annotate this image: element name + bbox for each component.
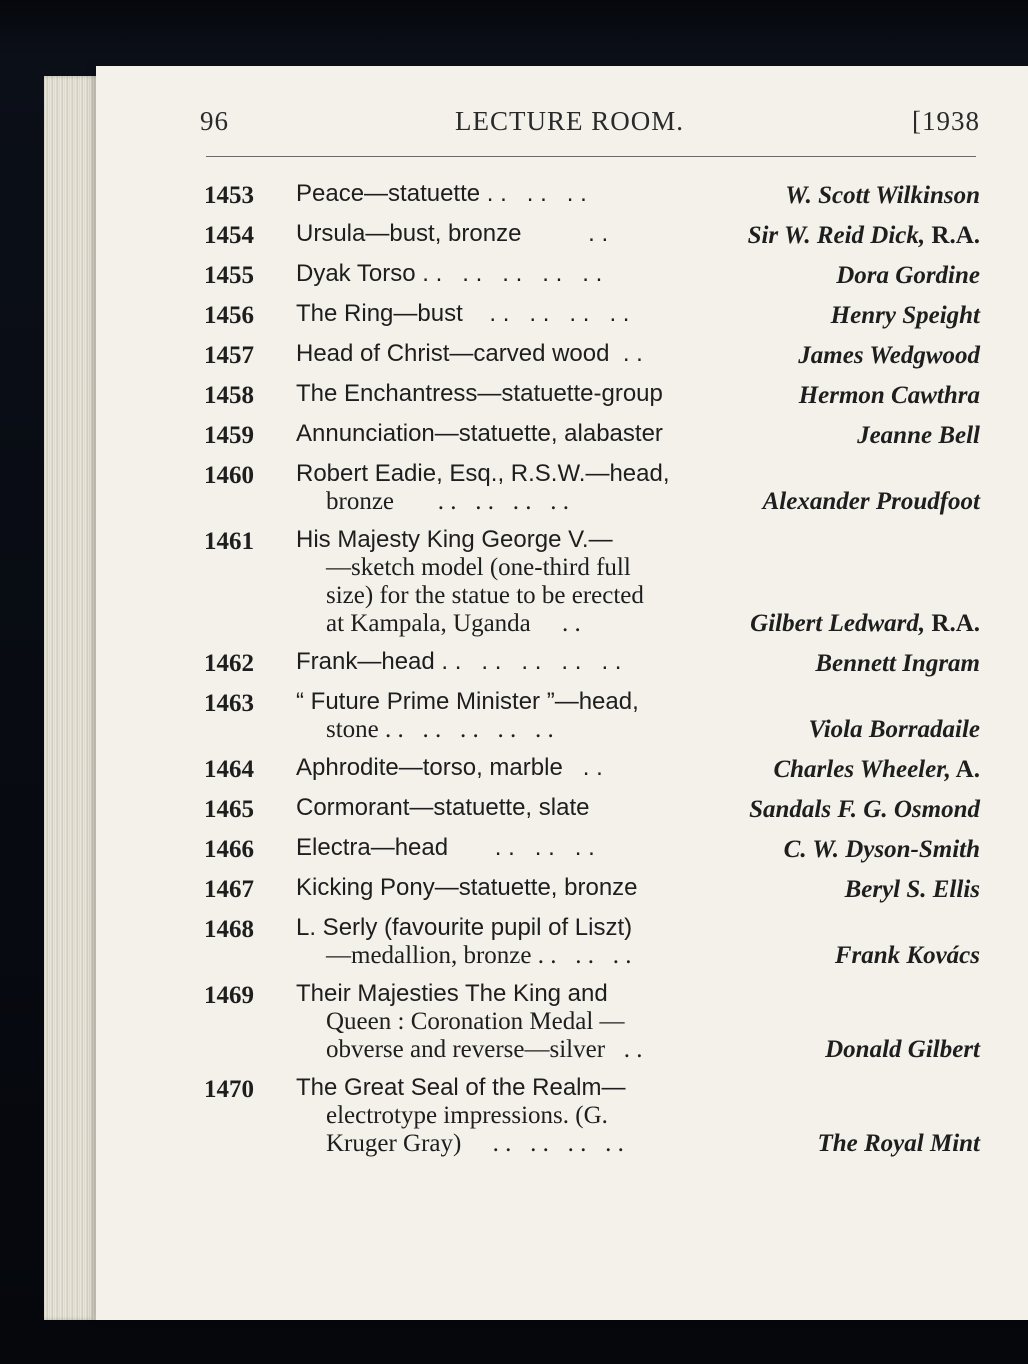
entry-number: 1461 bbox=[204, 528, 254, 555]
entry-title bbox=[296, 834, 746, 864]
entry-artist bbox=[746, 1036, 980, 1064]
artist-name: Gilbert Ledward, bbox=[750, 610, 926, 637]
entry-title-line: Dyak Torso . . . . . . . . . . bbox=[296, 260, 603, 287]
entry-artist bbox=[746, 422, 980, 450]
entry-title-line: Kicking Pony—statuette, bronze bbox=[296, 874, 638, 901]
entry-number: 1453 bbox=[204, 182, 254, 209]
entry-number: 1454 bbox=[204, 222, 254, 249]
entry-title bbox=[296, 980, 746, 1064]
entry-artist bbox=[746, 716, 980, 744]
catalogue-entry bbox=[204, 526, 984, 638]
entry-artist bbox=[746, 610, 980, 638]
catalogue-entry bbox=[204, 180, 984, 210]
entry-title bbox=[296, 420, 746, 450]
artist-name: James Wedgwood bbox=[798, 342, 980, 369]
entry-artist bbox=[746, 262, 980, 290]
entry-title bbox=[296, 1074, 746, 1158]
artist-name: Bennett Ingram bbox=[815, 650, 980, 677]
artist-honour: R.A. bbox=[925, 222, 980, 249]
entry-title bbox=[296, 648, 746, 678]
entry-artist bbox=[746, 342, 980, 370]
entry-number: 1466 bbox=[204, 836, 254, 863]
entry-title-continuation: —sketch model (one-third full bbox=[326, 554, 631, 581]
catalogue-entry bbox=[204, 914, 984, 970]
artist-name: Charles Wheeler, bbox=[773, 756, 951, 783]
artist-name: Alexander Proudfoot bbox=[762, 488, 980, 515]
entry-title bbox=[296, 340, 746, 370]
year-marker: [1938 bbox=[912, 106, 980, 136]
section-title: LECTURE ROOM. bbox=[455, 106, 684, 136]
entry-title-line: Ursula—bust, bronze . . bbox=[296, 220, 609, 247]
artist-name: Jeanne Bell bbox=[857, 422, 980, 449]
artist-name: Dora Gordine bbox=[836, 262, 980, 289]
entry-title bbox=[296, 688, 746, 744]
entry-title bbox=[296, 380, 746, 410]
entry-title bbox=[296, 300, 746, 330]
entry-title bbox=[296, 460, 746, 516]
entry-title-continuation: stone . . . . . . . . . . bbox=[326, 716, 554, 743]
entry-title bbox=[296, 794, 746, 824]
entry-title-continuation: bronze . . . . . . . . bbox=[326, 488, 570, 515]
entry-number: 1465 bbox=[204, 796, 254, 823]
catalogue-entry bbox=[204, 874, 984, 904]
entry-number: 1462 bbox=[204, 650, 254, 677]
entry-title bbox=[296, 260, 746, 290]
catalogue-entry bbox=[204, 220, 984, 250]
entry-artist bbox=[746, 756, 980, 784]
artist-name: Frank Kovács bbox=[834, 942, 980, 969]
entry-title-continuation: Kruger Gray) . . . . . . . . bbox=[326, 1130, 624, 1157]
entry-title-line: L. Serly (favourite pupil of Liszt) bbox=[296, 914, 633, 941]
artist-name: C. W. Dyson-Smith bbox=[783, 836, 980, 863]
book-page-edges bbox=[44, 76, 104, 1320]
entry-number: 1460 bbox=[204, 462, 254, 489]
entry-title-line: Frank—head . . . . . . . . . . bbox=[296, 648, 622, 675]
page-number: 96 bbox=[200, 106, 229, 136]
entry-artist bbox=[746, 222, 980, 250]
artist-name: Hermon Cawthra bbox=[798, 382, 980, 409]
entry-number: 1467 bbox=[204, 876, 254, 903]
entry-artist bbox=[746, 382, 980, 410]
entry-title-line: “ Future Prime Minister ”—head, bbox=[296, 688, 639, 715]
entry-number: 1455 bbox=[204, 262, 254, 289]
entry-title-line: Head of Christ—carved wood . . bbox=[296, 340, 643, 367]
entry-artist bbox=[746, 182, 980, 210]
entry-number: 1464 bbox=[204, 756, 254, 783]
entry-title-line: Robert Eadie, Esq., R.S.W.—head, bbox=[296, 460, 670, 487]
catalogue-entry bbox=[204, 688, 984, 744]
entry-title-line: Electra—head . . . . . . bbox=[296, 834, 595, 861]
artist-name: Beryl S. Ellis bbox=[844, 876, 980, 903]
artist-name: Henry Speight bbox=[830, 302, 980, 329]
entry-number: 1456 bbox=[204, 302, 254, 329]
entry-title-continuation: obverse and reverse—silver . . bbox=[326, 1036, 643, 1063]
entry-title-line: The Ring—bust . . . . . . . . bbox=[296, 300, 630, 327]
entry-title-line: Cormorant—statuette, slate bbox=[296, 794, 590, 821]
entry-title-line: Annunciation—statuette, alabaster bbox=[296, 420, 663, 447]
entry-title bbox=[296, 526, 746, 638]
entry-title bbox=[296, 180, 746, 210]
artist-honour: A. bbox=[950, 756, 980, 783]
entry-title-line: Their Majesties The King and bbox=[296, 980, 608, 1007]
entry-title-continuation: —medallion, bronze . . . . . . bbox=[326, 942, 632, 969]
entry-title-continuation: size) for the statue to be erected bbox=[326, 582, 644, 609]
header-rule bbox=[206, 156, 976, 157]
entry-title-line: His Majesty King George V.— bbox=[296, 526, 613, 553]
artist-name: Sir W. Reid Dick, bbox=[747, 222, 926, 249]
entry-title bbox=[296, 754, 746, 784]
catalogue-entry bbox=[204, 460, 984, 516]
entry-title-continuation: electrotype impressions. (G. bbox=[326, 1102, 608, 1129]
entry-number: 1469 bbox=[204, 982, 254, 1009]
entry-artist bbox=[746, 302, 980, 330]
catalogue-entry bbox=[204, 980, 984, 1064]
artist-name: W. Scott Wilkinson bbox=[785, 182, 980, 209]
artist-name: Donald Gilbert bbox=[825, 1036, 980, 1063]
entry-artist bbox=[746, 876, 980, 904]
catalogue-entry bbox=[204, 648, 984, 678]
entry-title-line: Aphrodite—torso, marble . . bbox=[296, 754, 603, 781]
entry-title bbox=[296, 874, 746, 904]
artist-name: Sandals F. G. Osmond bbox=[749, 796, 980, 823]
running-head bbox=[200, 106, 980, 146]
catalogue-entry bbox=[204, 300, 984, 330]
entry-title-line: Peace—statuette . . . . . . bbox=[296, 180, 587, 207]
entry-artist bbox=[746, 650, 980, 678]
entry-title-continuation: Queen : Coronation Medal — bbox=[326, 1008, 625, 1035]
entry-artist bbox=[746, 796, 980, 824]
entry-title bbox=[296, 914, 746, 970]
catalogue-entry bbox=[204, 834, 984, 864]
entry-title-line: The Enchantress—statuette-group bbox=[296, 380, 663, 407]
entry-number: 1458 bbox=[204, 382, 254, 409]
entry-artist bbox=[746, 488, 980, 516]
catalogue-list bbox=[204, 180, 984, 1168]
entry-number: 1468 bbox=[204, 916, 254, 943]
entry-number: 1459 bbox=[204, 422, 254, 449]
catalogue-entry bbox=[204, 754, 984, 784]
entry-number: 1457 bbox=[204, 342, 254, 369]
entry-number: 1470 bbox=[204, 1076, 254, 1103]
entry-title-line: The Great Seal of the Realm— bbox=[296, 1074, 626, 1101]
entry-title bbox=[296, 220, 746, 250]
entry-artist bbox=[746, 1130, 980, 1158]
catalogue-entry bbox=[204, 420, 984, 450]
artist-name: Viola Borradaile bbox=[808, 716, 980, 743]
catalogue-entry bbox=[204, 260, 984, 290]
entry-title-continuation: at Kampala, Uganda . . bbox=[326, 610, 581, 637]
entry-artist bbox=[746, 836, 980, 864]
artist-honour: R.A. bbox=[925, 610, 980, 637]
entry-number: 1463 bbox=[204, 690, 254, 717]
catalogue-entry bbox=[204, 794, 984, 824]
artist-name: The Royal Mint bbox=[817, 1130, 980, 1157]
catalogue-entry bbox=[204, 340, 984, 370]
entry-artist bbox=[746, 942, 980, 970]
catalogue-entry bbox=[204, 380, 984, 410]
catalogue-entry bbox=[204, 1074, 984, 1158]
